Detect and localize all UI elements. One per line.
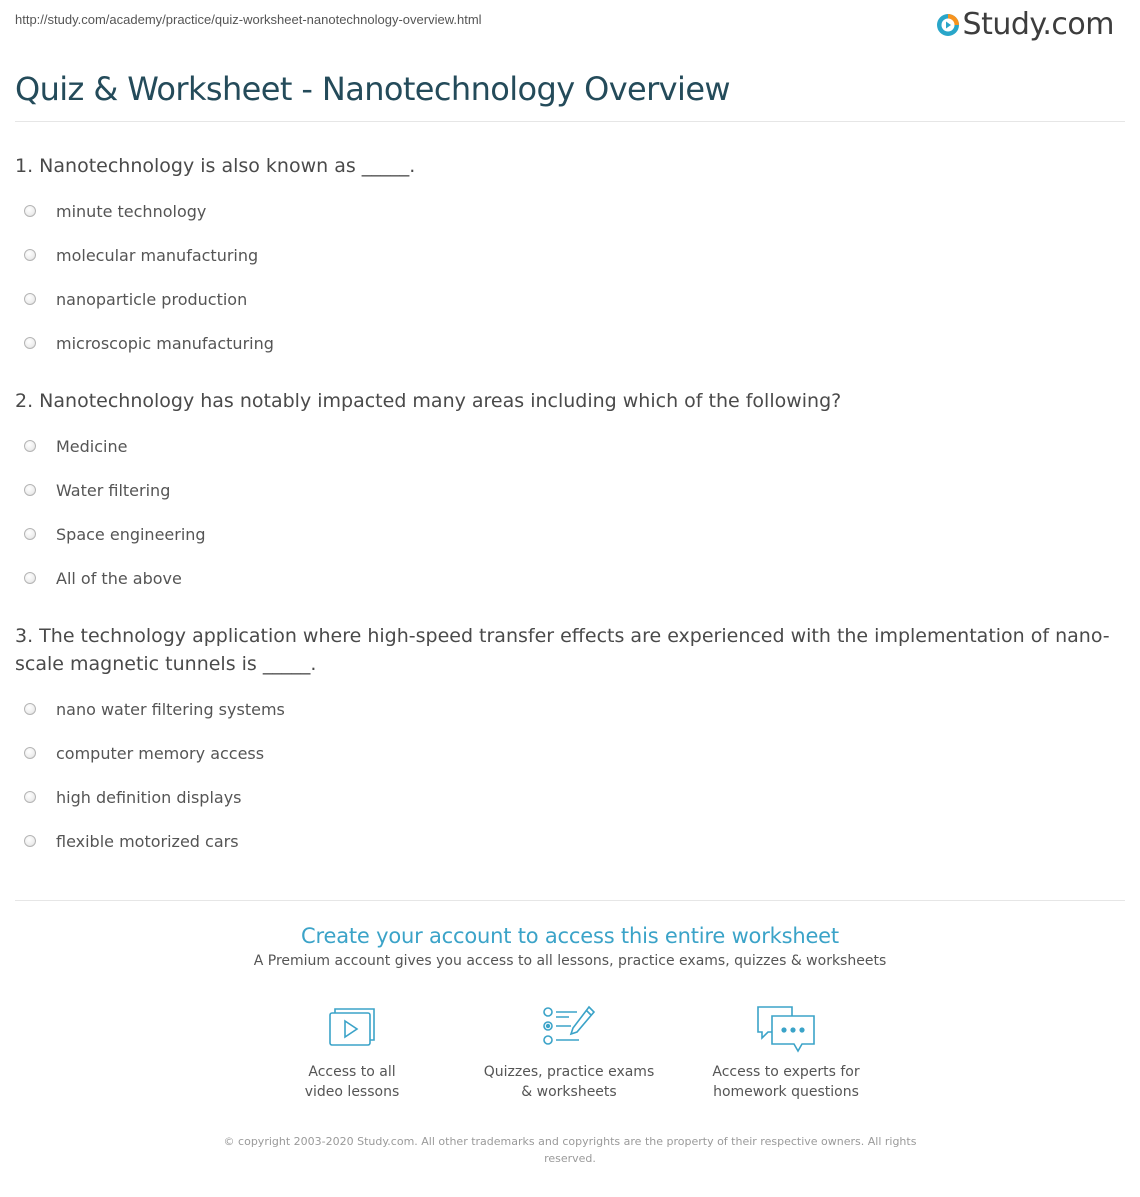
- option-label: All of the above: [56, 568, 182, 588]
- option-label: nano water filtering systems: [56, 699, 285, 719]
- study-logo-icon: [936, 13, 960, 37]
- option-label: minute technology: [56, 201, 207, 221]
- answer-option[interactable]: [15, 468, 1110, 512]
- answer-option[interactable]: [15, 321, 1110, 365]
- feature-quizzes: [469, 1004, 669, 1102]
- radio-button[interactable]: [24, 528, 36, 540]
- create-account-link[interactable]: Create your account to access this entire worksheet: [301, 924, 839, 948]
- copyright-footer: © copyright 2003-2020 Study.com. All other trademarks and copyrights are the property of their respective owners. All rights reserved.: [223, 1135, 917, 1165]
- feature-video-lessons: [252, 1004, 452, 1102]
- answer-option[interactable]: [15, 687, 1110, 731]
- feature-label: Quizzes, practice exams & worksheets: [483, 1064, 655, 1100]
- answer-option[interactable]: [15, 731, 1110, 775]
- radio-button[interactable]: [24, 572, 36, 584]
- logo-text: Study.com: [962, 7, 1114, 42]
- question-3: [15, 622, 1110, 863]
- option-label: microscopic manufacturing: [56, 333, 274, 353]
- video-lessons-icon: [326, 1004, 378, 1048]
- study-logo[interactable]: [936, 7, 1114, 42]
- feature-label: Access to experts for homework questions: [712, 1064, 860, 1100]
- option-label: Water filtering: [56, 480, 171, 500]
- answer-option[interactable]: [15, 424, 1110, 468]
- radio-button[interactable]: [24, 205, 36, 217]
- page-title: Quiz & Worksheet - Nanotechnology Overview: [15, 70, 730, 108]
- radio-button[interactable]: [24, 747, 36, 759]
- radio-button[interactable]: [24, 791, 36, 803]
- question-1: [15, 152, 1110, 365]
- cta-subtitle: A Premium account gives you access to all lessons, practice exams, quizzes & worksheets: [253, 953, 887, 969]
- option-label: high definition displays: [56, 787, 242, 807]
- feature-experts: [686, 1004, 886, 1102]
- radio-button[interactable]: [24, 337, 36, 349]
- answer-option[interactable]: [15, 233, 1110, 277]
- question-text: 3. The technology application where high-speed transfer effects are experienced with the implementation of nano-scale magnetic tunnels is _____.: [15, 625, 1110, 675]
- option-label: flexible motorized cars: [56, 831, 239, 851]
- option-label: molecular manufacturing: [56, 245, 259, 265]
- question-2: [15, 387, 1110, 600]
- answer-option[interactable]: [15, 819, 1110, 863]
- radio-button[interactable]: [24, 440, 36, 452]
- answer-option[interactable]: [15, 189, 1110, 233]
- option-label: nanoparticle production: [56, 289, 248, 309]
- radio-button[interactable]: [24, 703, 36, 715]
- radio-button[interactable]: [24, 835, 36, 847]
- radio-button[interactable]: [24, 293, 36, 305]
- answer-option[interactable]: [15, 512, 1110, 556]
- answer-option[interactable]: [15, 556, 1110, 600]
- option-label: Medicine: [56, 436, 128, 456]
- chat-bubbles-icon: [754, 1004, 818, 1054]
- quiz-checklist-icon: [541, 1004, 597, 1048]
- question-text: 2. Nanotechnology has notably impacted many areas including which of the following?: [15, 390, 842, 412]
- option-label: computer memory access: [56, 743, 265, 763]
- cta-divider: [15, 900, 1125, 901]
- title-divider: [15, 121, 1125, 122]
- answer-option[interactable]: [15, 775, 1110, 819]
- page-url: http://study.com/academy/practice/quiz-worksheet-nanotechnology-overview.html: [15, 12, 482, 27]
- feature-label: Access to all video lessons: [304, 1064, 400, 1100]
- option-label: Space engineering: [56, 524, 206, 544]
- question-text: 1. Nanotechnology is also known as _____.: [15, 155, 416, 177]
- radio-button[interactable]: [24, 249, 36, 261]
- radio-button[interactable]: [24, 484, 36, 496]
- answer-option[interactable]: [15, 277, 1110, 321]
- question-list: [15, 152, 1110, 885]
